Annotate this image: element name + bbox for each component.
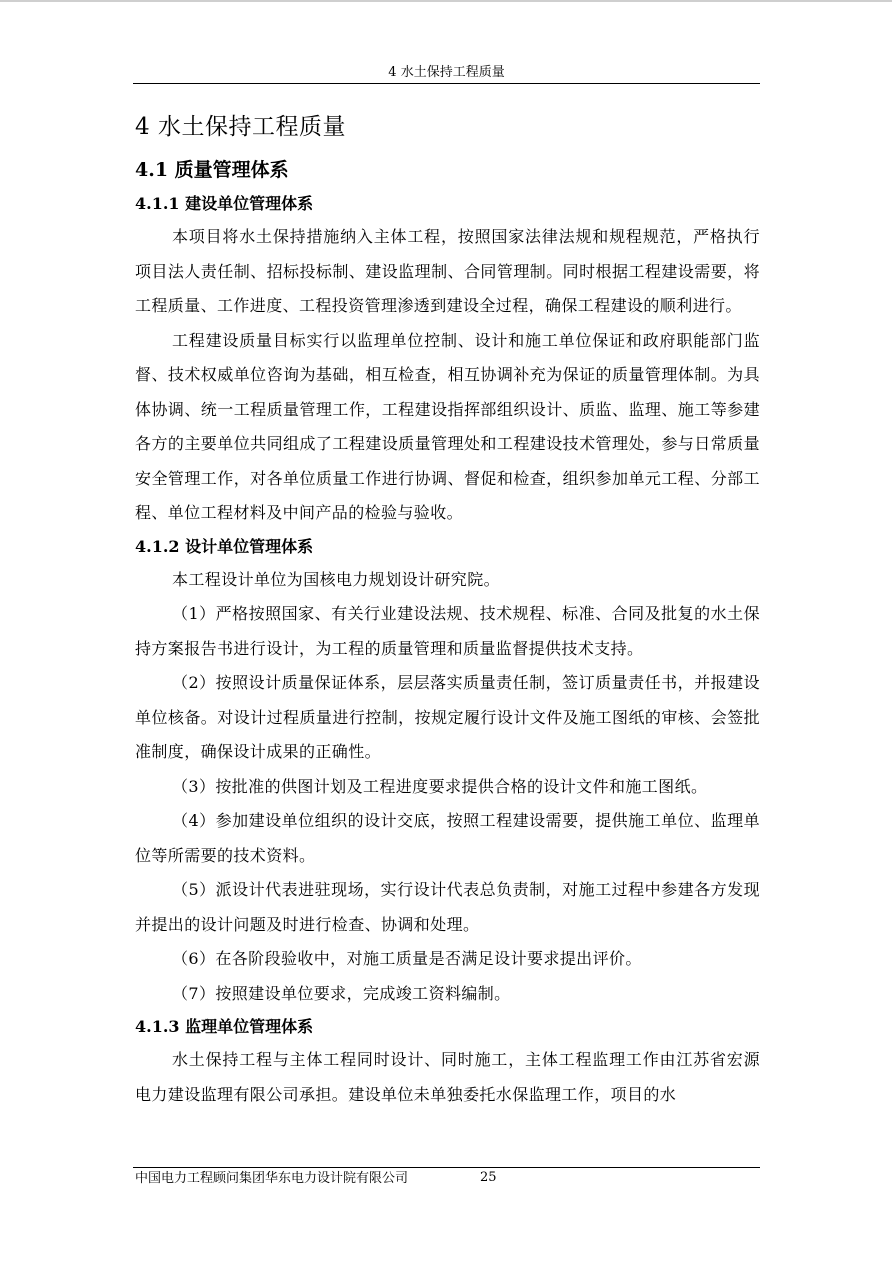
page-edge bbox=[0, 0, 892, 2]
document-body bbox=[135, 106, 760, 1112]
chapter-title: 4 水土保持工程质量 bbox=[135, 114, 346, 140]
footer-divider bbox=[133, 1167, 760, 1168]
body-paragraph: 本工程设计单位为国核电力规划设计研究院。 bbox=[172, 569, 501, 589]
subsection-title: 4.1.1 建设单位管理体系 bbox=[135, 194, 314, 213]
footer-organization: 中国电力工程顾问集团华东电力设计院有限公司 bbox=[135, 1171, 409, 1186]
section-title: 4.1 质量管理体系 bbox=[135, 159, 289, 181]
subsection-title: 4.1.3 监理单位管理体系 bbox=[135, 1017, 314, 1036]
body-paragraph: 工程建设质量目标实行以监理单位控制、设计和施工单位保证和政府职能部门监督、技术权威单位咨询为基础，相互检查，相互协调补充为保证的质量管理体制。为具体协调、统一工程质量管理工作，工程建设指挥部组织设计、质监、监理、施工等参建各方的主要单位共同组成了工程建设质量管理处和工程建设技术管理处，参与日常质量安全管理工作，对各单位质量工作进行协调、督促和检查，组织参加单元工程、分部工程、单位工程材料及中间产品的检验与验收。 bbox=[135, 330, 760, 522]
list-paragraph: （6）在各阶段验收中，对施工质量是否满足设计要求提出评价。 bbox=[172, 949, 642, 968]
list-paragraph: （3）按批准的供图计划及工程进度要求提供合格的设计文件和施工图纸。 bbox=[172, 776, 708, 796]
list-paragraph: （5）派设计代表进驻现场，实行设计代表总负责制，对施工过程中参建各方发现并提出的设计问题及时进行检查、协调和处理。 bbox=[135, 880, 760, 934]
header-divider bbox=[133, 83, 760, 84]
list-paragraph: （7）按照建设单位要求，完成竣工资料编制。 bbox=[172, 983, 511, 1003]
running-header: 4 水土保持工程质量 bbox=[388, 65, 505, 80]
subsection-title: 4.1.2 设计单位管理体系 bbox=[135, 536, 314, 556]
page-number: 25 bbox=[480, 1170, 497, 1185]
body-paragraph: 本项目将水土保持措施纳入主体工程，按照国家法律法规和规程规范，严格执行项目法人责任制、招标投标制、建设监理制、合同管理制。同时根据工程建设需要，将工程质量、工作进度、工程投资管理渗透到建设全过程，确保工程建设的顺利进行。 bbox=[135, 227, 760, 315]
list-paragraph: （2）按照设计质量保证体系，层层落实质量责任制，签订质量责任书，并报建设单位核备。对设计过程质量进行控制，按规定履行设计文件及施工图纸的审核、会签批准制度，确保设计成果的正确性。 bbox=[135, 673, 760, 761]
list-paragraph: （1）严格按照国家、有关行业建设法规、技术规程、标准、合同及批复的水土保持方案报告书进行设计，为工程的质量管理和质量监督提供技术支持。 bbox=[135, 604, 760, 658]
list-paragraph: （4）参加建设单位组织的设计交底，按照工程建设需要，提供施工单位、监理单位等所需要的技术资料。 bbox=[135, 811, 760, 865]
body-paragraph: 水土保持工程与主体工程同时设计、同时施工，主体工程监理工作由江苏省宏源电力建设监理有限公司承担。建设单位未单独委托水保监理工作，项目的水 bbox=[135, 1050, 760, 1104]
